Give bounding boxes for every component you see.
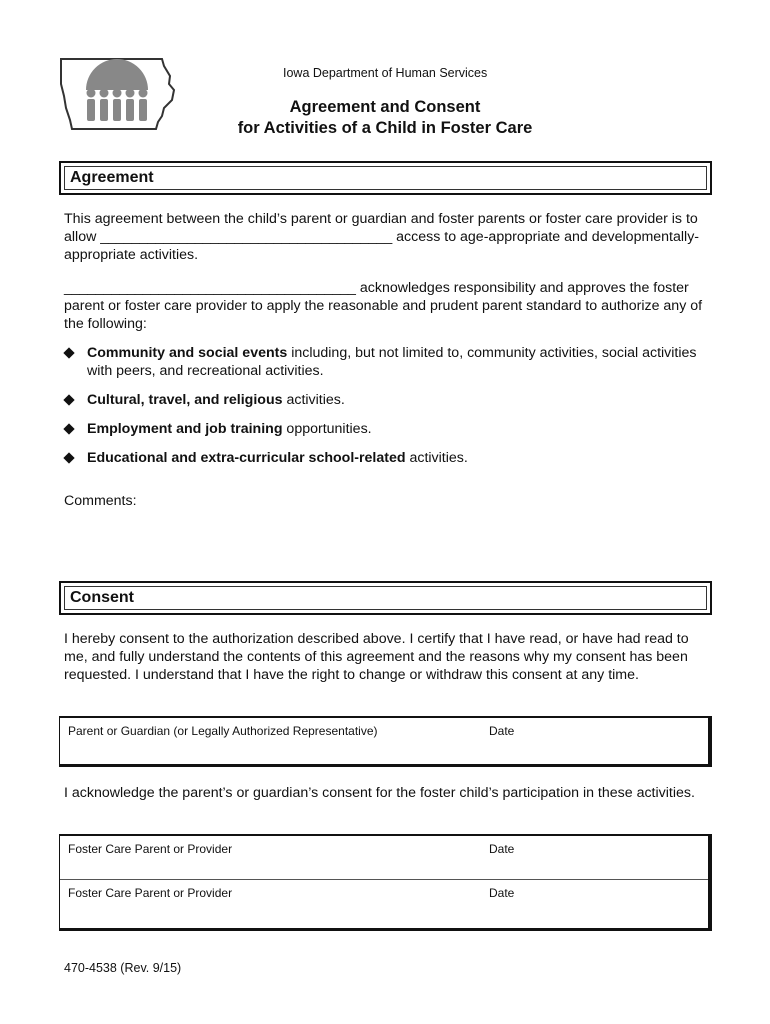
acknowledgement-paragraph: I acknowledge the parent’s or guardian’s consent for the foster child’s participation in these activities.: [64, 785, 695, 801]
activity-bold-text: Community and social events: [87, 345, 288, 361]
date-label: Date: [489, 724, 515, 738]
foster-signature-label: Foster Care Parent or Provider: [68, 842, 233, 856]
foster-signature-box: [59, 834, 712, 931]
consent-heading: Consent: [64, 586, 707, 610]
diamond-bullet-icon: [63, 452, 74, 463]
activity-bold-text: Employment and job training: [87, 421, 283, 437]
agreement-paragraph-2: _____________________________________ acknowledges responsibility and approves the foster parent or foster care provider to apply the reasonable and prudent parent standard to authorize any of the following:: [64, 280, 703, 332]
foster-signature-label: Foster Care Parent or Provider: [68, 886, 233, 900]
parent-signature-label: Parent or Guardian (or Legally Authorized Representative): [68, 724, 378, 738]
activity-text: opportunities.: [282, 421, 372, 437]
list-item: [64, 344, 714, 380]
activity-bold-text: Educational and extra-curricular school-related: [87, 450, 406, 466]
consent-section-header: [59, 581, 712, 615]
agreement-section-header: [59, 161, 712, 195]
department-name: Iowa Department of Human Services: [283, 66, 488, 80]
form-title-line-1: Agreement and Consent: [289, 98, 481, 116]
form-title-line-2: for Activities of a Child in Foster Care: [237, 119, 533, 137]
activities-list: [64, 344, 714, 478]
list-item: [64, 420, 714, 438]
consent-paragraph: I hereby consent to the authorization described above. I certify that I have read, or have had read to me, and fully understand the contents of this agreement and the reasons why my consent has been requested. I understand that I have the right to change or withdraw this consent at any time.: [64, 631, 689, 683]
comments-label: Comments:: [64, 493, 137, 509]
agreement-paragraph-1: This agreement between the child’s parent or guardian and foster parents or foster care provider is to allow _____________________________________ access to age-appropriate and developmentally-appropriate activities.: [64, 211, 700, 263]
activity-text: including, but not limited to, community activities, social activities with peers, and recreational activities.: [87, 345, 697, 379]
diamond-bullet-icon: [63, 394, 74, 405]
list-item: [64, 449, 714, 467]
activity-bold-text: Cultural, travel, and religious: [87, 392, 283, 408]
parent-signature-row[interactable]: [60, 718, 708, 764]
activity-text: activities.: [405, 450, 468, 466]
list-item: [64, 391, 714, 409]
foster-signature-row-1[interactable]: [60, 836, 708, 879]
form-number: 470-4538 (Rev. 9/15): [64, 961, 182, 975]
parent-signature-box: [59, 716, 712, 767]
agreement-heading: Agreement: [64, 166, 707, 190]
date-label: Date: [489, 842, 515, 856]
diamond-bullet-icon: [63, 423, 74, 434]
date-label: Date: [489, 886, 515, 900]
diamond-bullet-icon: [63, 347, 74, 358]
activity-text: activities.: [282, 392, 345, 408]
foster-signature-row-2[interactable]: [60, 879, 708, 928]
